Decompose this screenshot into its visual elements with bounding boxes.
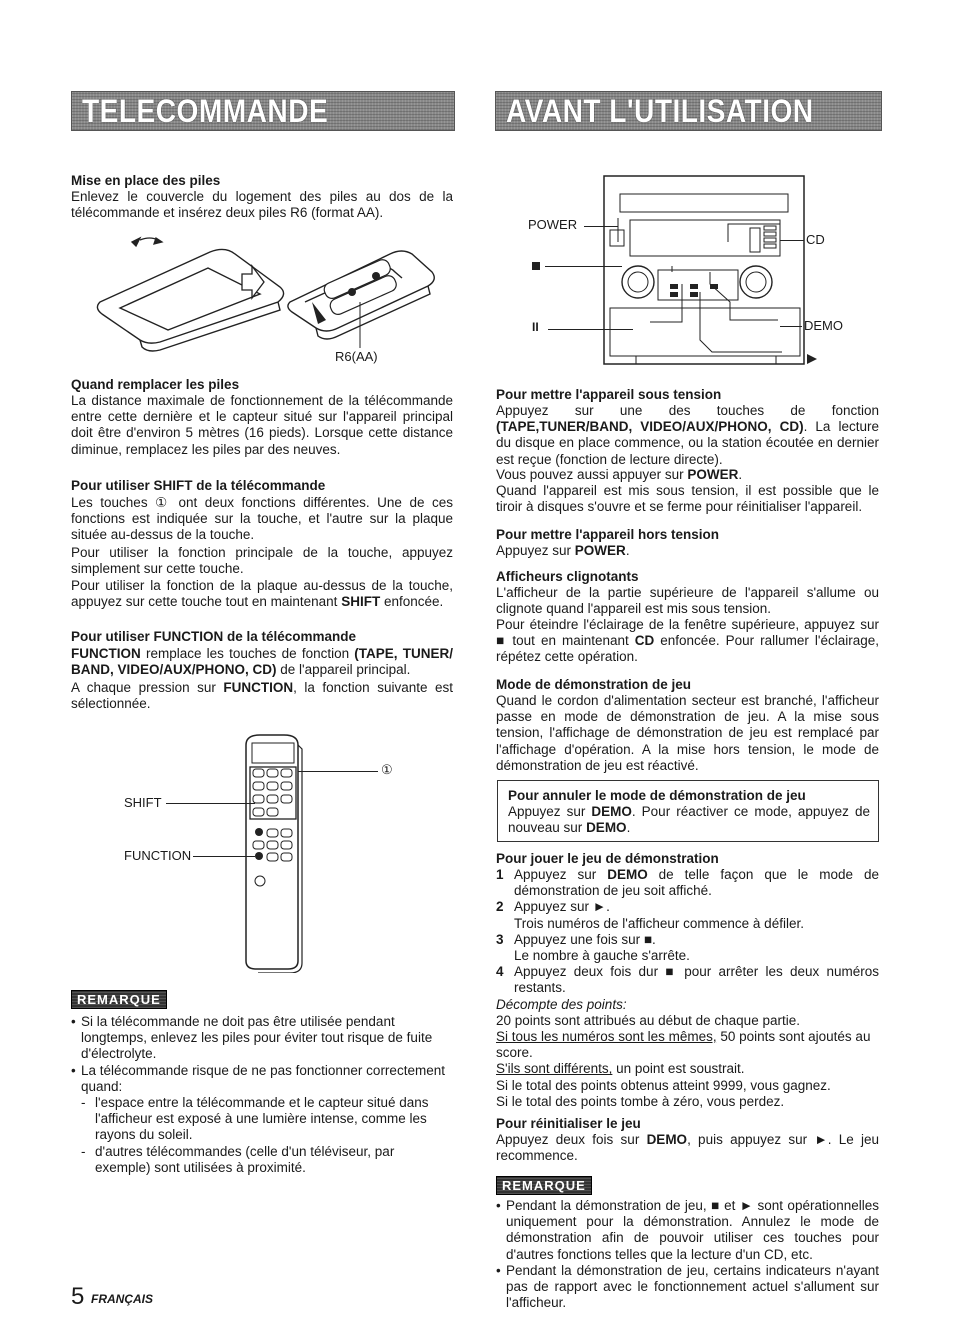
section-text-function-1: FUNCTION remplace les touches de fonction (TAPE, TUNER/ BAND, VIDEO/AUX/PHONO, CD) de l'appareil principal. [71, 646, 453, 678]
remote-illustration [240, 733, 310, 973]
section-text-function-2: A chaque pression sur FUNCTION, la fonction suivante est sélectionnée. [71, 680, 453, 712]
step-subtext: Trois numéros de l'afficheur commence à défiler. [514, 915, 804, 931]
battery-label: R6(AA) [335, 349, 378, 364]
points-heading: Décompte des points: [496, 996, 627, 1012]
section-text-power-on-1: Appuyez sur une des touches de fonction (TAPE,TUNER/BAND, VIDEO/AUX/PHONO, CD). La lecture du disque en place commence, ou la station écoutée en dernier est reçue (fonction de lecture directe). [496, 403, 879, 467]
play-icon [807, 354, 817, 364]
section-text-blinking-2: Pour éteindre l'éclairage de la fenêtre supérieure, appuyez sur ■ tout en maintenant CD enfoncée. Pour rallumer l'éclairage, répétez cette opération. [496, 617, 879, 665]
left-remarque-tag: REMARQUE [71, 990, 167, 1009]
remote-function-label: FUNCTION [124, 848, 192, 863]
step-item: 3 Appuyez une fois sur ■. [496, 931, 656, 947]
right-notes [496, 1198, 879, 1311]
note-subitem: - l'espace entre la télécommande et le capteur situé dans l'afficheur est exposé à une lumière intense, comme les rayons du soleil. [81, 1095, 429, 1143]
demo-line [780, 326, 802, 327]
section-text-replace: La distance maximale de fonctionnement de la télécommande entre cette dernière et le capteur situé sur l'appareil principal doit être d'environ 5 mètres (16 pieds). Lorsque cette distance diminue, remplacez les piles par des neuves. [71, 393, 453, 457]
points-line: Si le total des points obtenus atteint 9999, vous gagnez. [496, 1077, 831, 1093]
points-line: Si le total des points tombe à zéro, vous perdez. [496, 1093, 785, 1109]
power-label: POWER [528, 217, 578, 232]
note-subitem: - d'autres télécommandes (celle d'un téléviseur, par exemple) sont utilisées à proximité. [81, 1143, 395, 1175]
stereo-illustration [600, 172, 810, 372]
cancel-demo-title: Pour annuler le mode de démonstration de jeu [508, 788, 806, 803]
step-item: 1 Appuyez sur DEMO de telle façon que le mode de démonstration de jeu soit affiché. [496, 867, 879, 899]
section-text-shift-2: Pour utiliser la fonction principale de la touche, appuyez simplement sur cette touche. [71, 545, 453, 577]
page-language: FRANÇAIS [91, 1292, 153, 1306]
note-item: • Pendant la démonstration de jeu, ■ et ► sont opérationnelles uniquement pour la démonstration. Annulez le mode de démonstration afin de pouvoir utiliser ces touches pour d'autres fonctions telles que la lecture d'un CD, etc. [496, 1198, 879, 1262]
section-title-play-demo: Pour jouer le jeu de démonstration [496, 851, 719, 866]
section-text-power-on-2: Vous pouvez aussi appuyer sur POWER. [496, 467, 743, 482]
shift-line [166, 803, 255, 804]
left-notes [71, 1014, 453, 1176]
section-title-blinking: Afficheurs clignotants [496, 569, 639, 584]
cancel-demo-text: Appuyez sur DEMO. Pour réactiver ce mode, appuyez de nouveau sur DEMO. [508, 804, 870, 836]
section-text-power-on-3: Quand l'appareil est mis sous tension, il est possible que le tiroir à disques s'ouvre et se ferme pour réinitialiser l'appareil. [496, 483, 879, 515]
step-subtext: Le nombre à gauche s'arrête. [514, 948, 690, 964]
pause-line [548, 329, 633, 330]
right-remarque-tag: REMARQUE [496, 1176, 592, 1195]
pause-icon: II [532, 320, 539, 334]
left-banner-title: TELECOMMANDE [82, 93, 329, 129]
stop-icon [532, 262, 540, 270]
section-title-power-off: Pour mettre l'appareil hors tension [496, 527, 720, 542]
section-text-shift-3: Pour utiliser la fonction de la plaque au-dessus de la touche, appuyez sur cette touche tout en maintenant SHIFT enfoncée. [71, 578, 453, 610]
note-item: • Si la télécommande ne doit pas être utilisée pendant longtemps, enlevez les piles pour éviter tout risque de fuite d'électrolyte. [71, 1014, 433, 1062]
section-text-power-off: Appuyez sur POWER. [496, 543, 630, 558]
section-text-reset: Appuyez deux fois sur DEMO, puis appuyez sur ►. Le jeu recommence. [496, 1132, 879, 1164]
remote-shift-label: SHIFT [124, 795, 162, 810]
section-title-reset: Pour réinitialiser le jeu [496, 1116, 641, 1131]
cd-line [780, 240, 804, 241]
cancel-demo-box [497, 780, 879, 842]
demo-steps [496, 867, 879, 1110]
left-banner [71, 91, 455, 131]
right-banner-title: AVANT L'UTILISATION [506, 93, 814, 129]
stop-line [545, 266, 622, 267]
page-number: 5 [71, 1283, 85, 1310]
section-text-batteries: Enlevez le couvercle du logement des piles au dos de la télécommande et insérez deux piles R6 (format AA). [71, 189, 453, 221]
battery-illustration [90, 232, 440, 367]
callout-line-1 [298, 771, 378, 772]
cd-label: CD [806, 232, 825, 247]
note-item: • Pendant la démonstration de jeu, certains indicateurs n'ayant pas de rapport avec le fonctionnement actuel s'allument sur l'afficheur. [496, 1262, 879, 1311]
step-item: 4 Appuyez deux fois dur ■ pour arrêter les deux numéros restants. [496, 964, 879, 996]
section-title-demo-mode: Mode de démonstration de jeu [496, 677, 692, 692]
function-line [193, 856, 255, 857]
demo-label: DEMO [804, 318, 843, 333]
step-item: 2 Appuyez sur ►. [496, 899, 610, 915]
right-banner [495, 91, 882, 131]
points-line: S'ils sont différents, un point est soustrait. [496, 1061, 745, 1077]
section-text-demo-mode: Quand le cordon d'alimentation secteur est branché, l'afficheur passe en mode de démonstration de jeu. A la mise sous tension, l'affichage de démonstration de jeu est remplacé par l'affichage d'opération. A la mise hors tension, le mode de démonstration de jeu est réactivé. [496, 693, 879, 773]
section-title-function: Pour utiliser FUNCTION de la télécommande [71, 629, 357, 644]
note-item: • La télécommande risque de ne pas fonctionner correctement quand: [71, 1062, 445, 1094]
power-line [584, 226, 618, 227]
section-title-replace: Quand remplacer les piles [71, 377, 240, 392]
section-title-shift: Pour utiliser SHIFT de la télécommande [71, 478, 326, 493]
section-title-batteries: Mise en place des piles [71, 173, 221, 188]
section-text-blinking-1: L'afficheur de la partie supérieure de l'appareil s'allume ou clignote quand l'appareil est mis sous tension. [496, 585, 879, 617]
section-title-power-on: Pour mettre l'appareil sous tension [496, 387, 722, 402]
remote-callout-1: ① [381, 762, 393, 777]
points-line: Si tous les numéros sont les mêmes, 50 points sont ajoutés au score. [496, 1029, 871, 1061]
section-text-shift-1: Les touches ① ont deux fonctions différentes. Une de ces fonctions est indiquée sur la touche, et l'autre sur la plaque située au-dessus de la touche. [71, 495, 453, 543]
points-line: 20 points sont attribués au début de chaque partie. [496, 1012, 800, 1028]
